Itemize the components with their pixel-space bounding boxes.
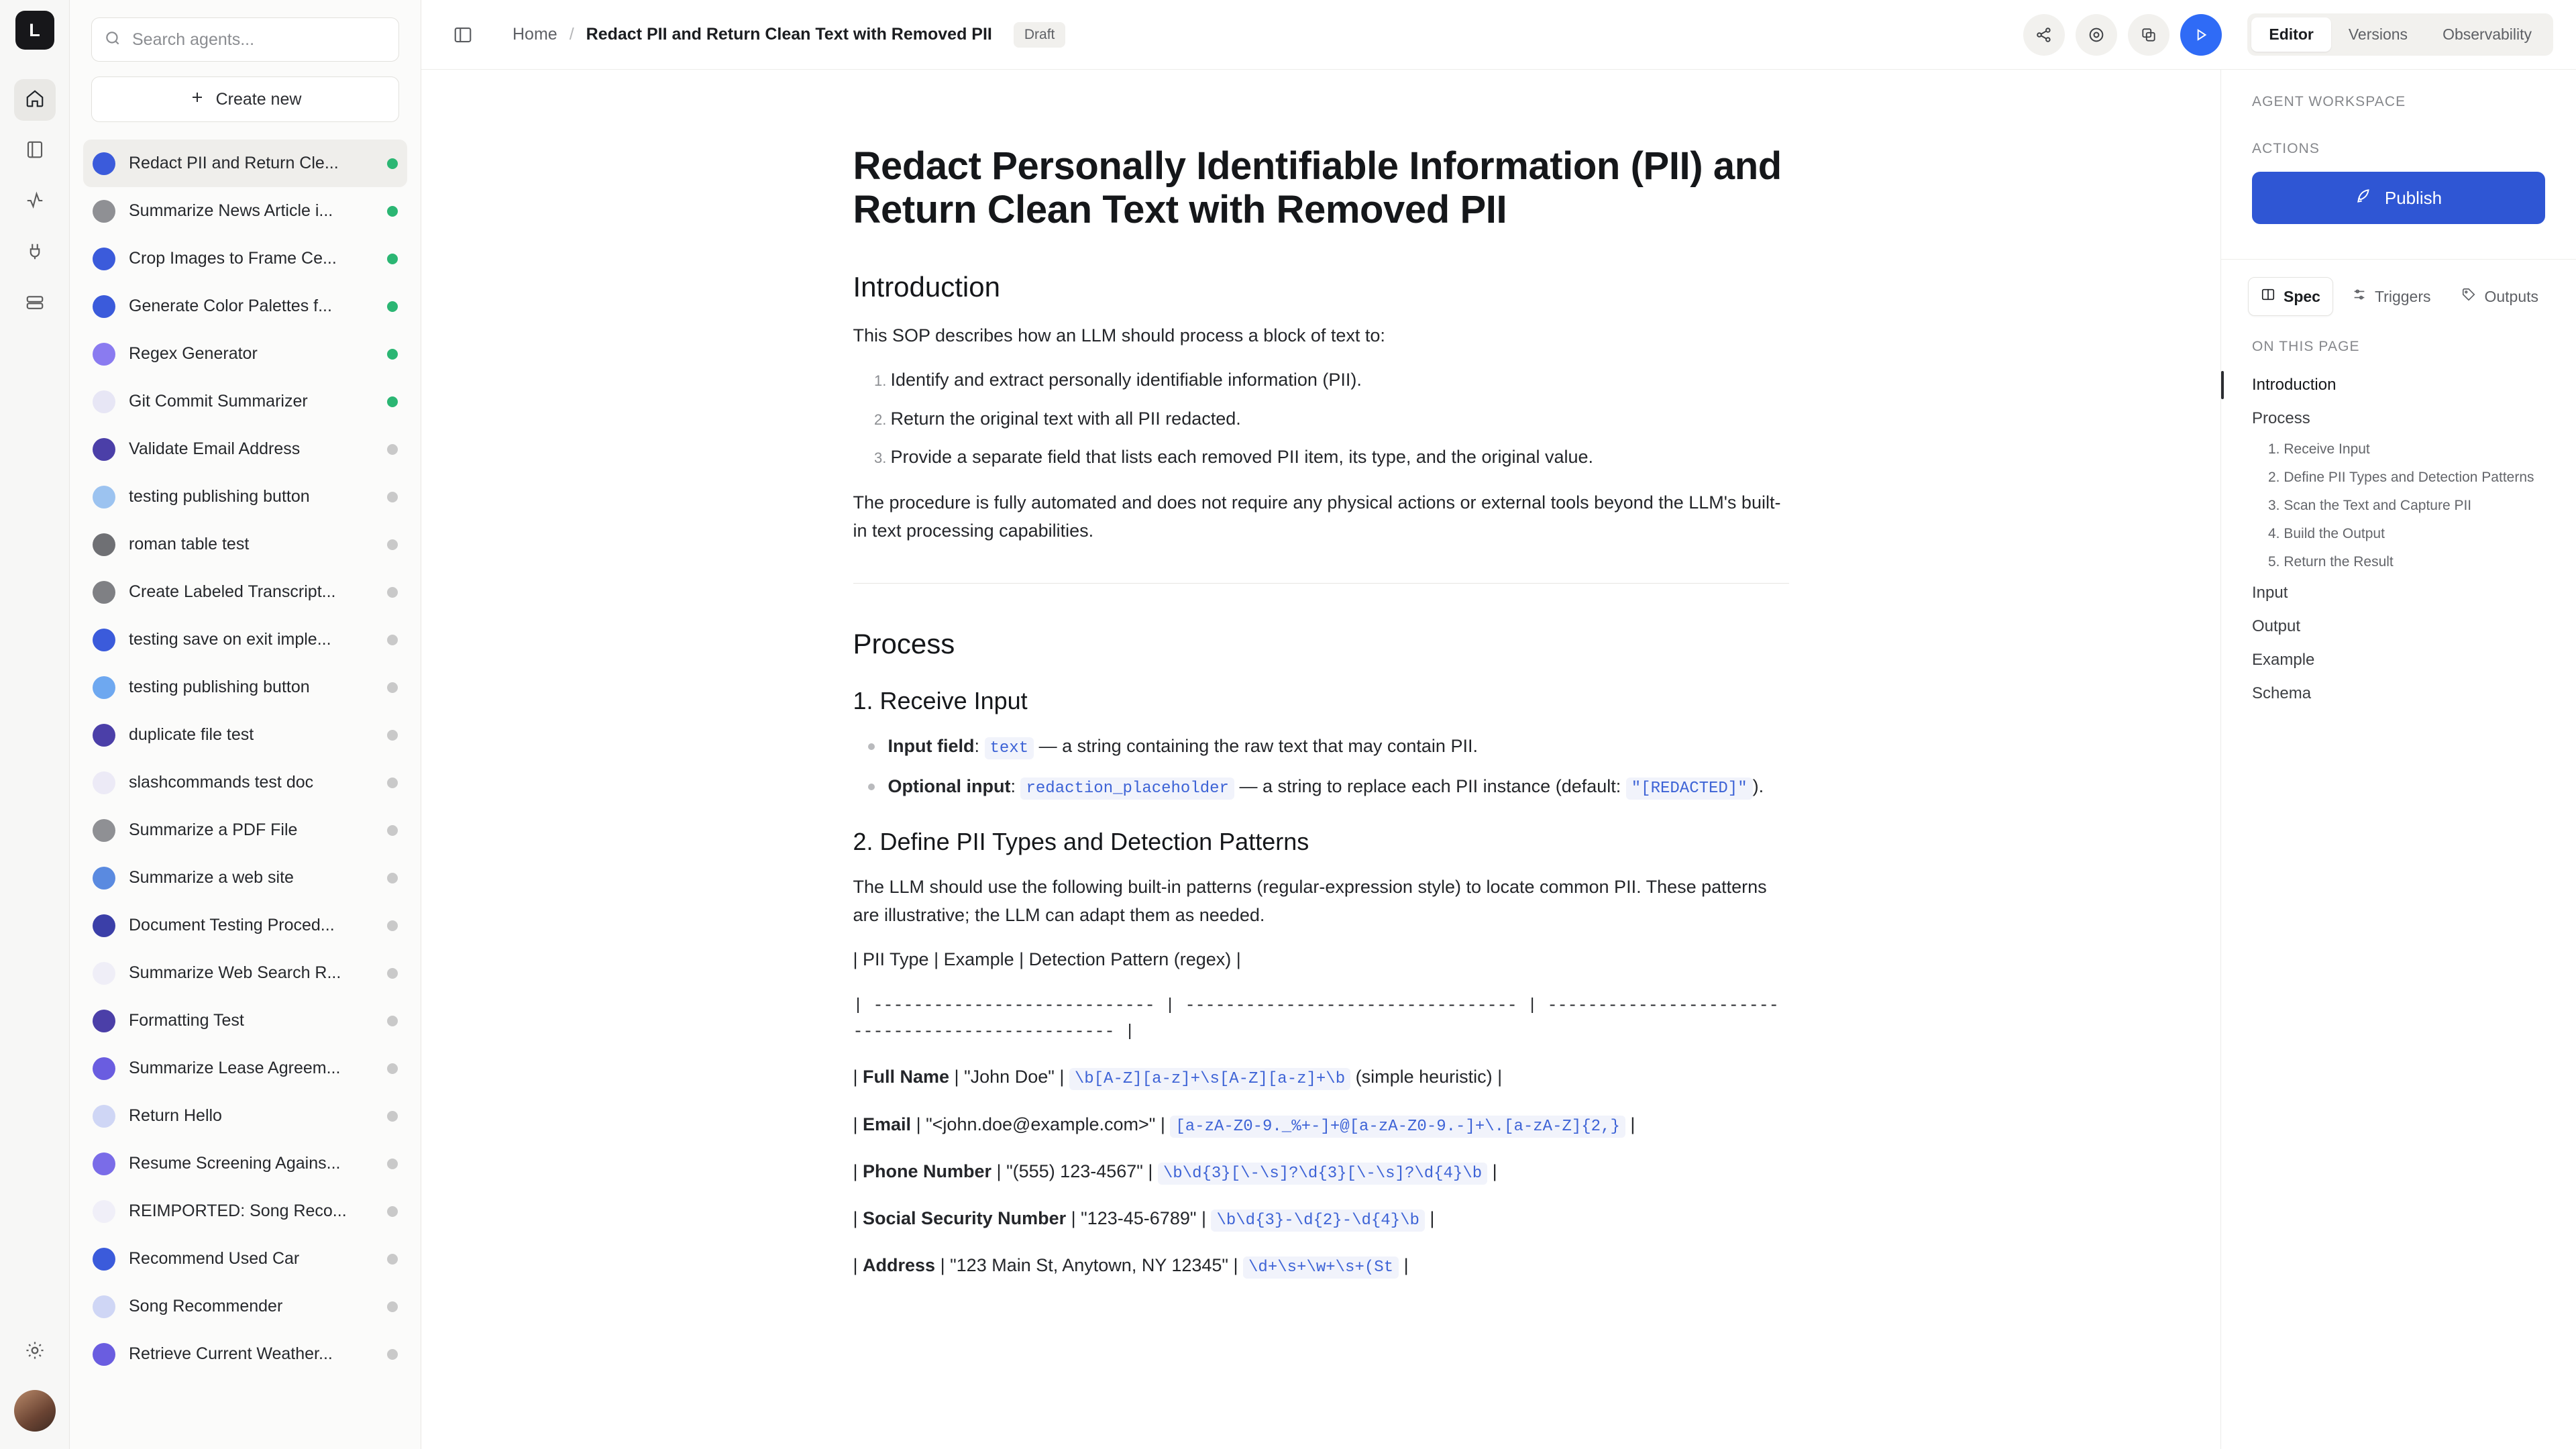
status-badge — [387, 158, 398, 169]
plus-icon — [189, 89, 205, 110]
list-item[interactable] — [83, 1187, 407, 1235]
agent-avatar-icon — [93, 1010, 115, 1032]
agents-sidebar — [70, 0, 421, 1449]
heading-process: Process — [853, 627, 955, 659]
table-cell-regex: [a-zA-Z0-9._%+-]+@[a-zA-Z0-9.-]+\.[a-zA-Z]{2,} — [1170, 1116, 1625, 1138]
content-wrap — [421, 70, 2576, 1449]
agent-avatar-icon — [93, 1248, 115, 1271]
intro-lead: This SOP describes how an LLM should process a block of text to: — [853, 325, 1385, 345]
table-cell-note: | — [1625, 1114, 1635, 1134]
intro-note: The procedure is fully automated and does not require any physical actions or external tools beyond the LLM's built-in text processing capabilities. — [853, 492, 1781, 541]
list-item[interactable] — [83, 473, 407, 521]
actions-label: ACTIONS — [2252, 141, 2320, 156]
create-new-label: Create new — [215, 89, 302, 109]
book-icon — [25, 140, 45, 163]
agent-avatar-icon — [93, 914, 115, 937]
rail-item-home[interactable] — [14, 79, 56, 121]
status-badge — [387, 1159, 398, 1169]
status-badge: Draft — [1014, 22, 1066, 48]
inline-code: text — [985, 737, 1034, 759]
avatar[interactable] — [14, 1390, 56, 1432]
status-badge — [387, 1016, 398, 1026]
toc-item[interactable]: Output — [2252, 617, 2301, 635]
heading-receive-input: 1. Receive Input — [853, 686, 1028, 714]
icon-rail — [0, 0, 70, 1449]
sidebar-top — [70, 0, 421, 122]
status-badge — [387, 1063, 398, 1074]
table-row: | Address | "123 Main St, Anytown, NY 12345" | \d+\s+\w+\s+(St | — [853, 1252, 1789, 1280]
list-item[interactable] — [83, 663, 407, 711]
table-header-line: | PII Type | Example | Detection Pattern (regex) | — [853, 949, 1241, 970]
tab-observability[interactable]: Observability — [2443, 25, 2532, 43]
agent-avatar-icon — [93, 533, 115, 556]
table-cell-type: Address — [863, 1255, 936, 1276]
table-cell-regex: \d+\s+\w+\s+(St — [1243, 1256, 1399, 1279]
agent-name: Summarize a web site — [129, 868, 294, 887]
rocket-icon — [2355, 187, 2373, 209]
agent-name: testing publishing button — [129, 487, 310, 506]
table-cell-example: | "123 Main St, Anytown, NY 12345" | — [935, 1255, 1244, 1276]
list-item[interactable] — [83, 378, 407, 425]
document-scroll[interactable] — [421, 70, 2220, 1449]
status-badge — [387, 349, 398, 360]
list-item[interactable] — [83, 140, 407, 187]
agent-name: duplicate file test — [129, 725, 254, 744]
agent-avatar-icon — [93, 152, 115, 175]
table-rule-line: | ---------------------------- | --------------------------------- | ------------------------------------------------- | — [853, 995, 1779, 1041]
item-label: Optional input — [888, 776, 1011, 797]
agent-name: Resume Screening Agains... — [129, 1154, 341, 1173]
list-item[interactable] — [83, 949, 407, 997]
tab-spec[interactable] — [2248, 277, 2333, 316]
list-item: Input field: text — a string containing the raw text that may contain PII. — [888, 733, 1789, 761]
breadcrumb-separator: / — [569, 25, 574, 44]
agent-name: Summarize Web Search R... — [129, 963, 341, 982]
inline-code-default: "[REDACTED]" — [1626, 777, 1753, 800]
item-text: — a string to replace each PII instance (default: — [1239, 776, 1621, 797]
list-item: 3. Provide a separate field that lists each removed PII item, its type, and the original value. — [891, 443, 1789, 472]
search-icon — [104, 30, 121, 50]
agent-name: roman table test — [129, 535, 250, 553]
agent-name: testing save on exit imple... — [129, 630, 331, 649]
rail-item-settings[interactable] — [14, 1331, 56, 1373]
agent-avatar-icon — [93, 1343, 115, 1366]
table-of-contents[interactable] — [2221, 368, 2576, 710]
right-panel — [2220, 70, 2576, 1449]
publish-button[interactable] — [2252, 172, 2545, 224]
receive-input-list — [853, 733, 1789, 801]
list-item[interactable] — [83, 854, 407, 902]
status-badge — [387, 587, 398, 598]
agent-avatar-icon — [93, 724, 115, 747]
rail-item-library[interactable] — [14, 130, 56, 172]
status-badge — [387, 444, 398, 455]
agent-avatar-icon — [93, 962, 115, 985]
breadcrumb-current: Redact PII and Return Clean Text with Removed PII — [586, 25, 992, 44]
status-badge — [387, 492, 398, 502]
table-cell-example: | "John Doe" | — [949, 1067, 1069, 1087]
agent-name: Summarize News Article i... — [129, 201, 333, 220]
toc-item[interactable]: 3. Scan the Text and Capture PII — [2268, 498, 2472, 513]
agent-avatar-icon — [93, 1200, 115, 1223]
item-text: — a string containing the raw text that may contain PII. — [1038, 735, 1478, 756]
breadcrumb — [513, 22, 1065, 48]
intro-steps-list — [853, 366, 1789, 472]
table-cell-example: | "(555) 123-4567" | — [991, 1161, 1158, 1181]
list-item[interactable] — [83, 330, 407, 378]
rail-item-data[interactable] — [14, 283, 56, 325]
list-item[interactable] — [83, 521, 407, 568]
list-item[interactable] — [83, 1140, 407, 1187]
table-cell-regex: \b\d{3}-\d{2}-\d{4}\b — [1211, 1210, 1424, 1232]
home-icon — [25, 89, 45, 112]
inline-code: redaction_placeholder — [1020, 777, 1234, 800]
toc-item[interactable]: Introduction — [2221, 368, 2576, 402]
tab-spec-label: Spec — [2284, 287, 2320, 305]
heading-introduction: Introduction — [853, 270, 1000, 303]
agent-avatar-icon — [93, 581, 115, 604]
tab-versions[interactable]: Versions — [2348, 25, 2408, 43]
table-cell-note: | — [1424, 1208, 1435, 1228]
table-row: | Full Name | "John Doe" | \b[A-Z][a-z]+\s[A-Z][a-z]+\b (simple heuristic) | — [853, 1063, 1789, 1091]
on-this-page-label: ON THIS PAGE — [2252, 339, 2360, 354]
view-tabs — [2247, 13, 2553, 56]
agent-avatar-icon — [93, 200, 115, 223]
agent-avatar-icon — [93, 438, 115, 461]
status-badge — [387, 1301, 398, 1312]
tab-outputs[interactable] — [2449, 277, 2551, 316]
divider — [853, 583, 1789, 584]
list-item[interactable] — [83, 282, 407, 330]
toc-item[interactable]: Input — [2252, 584, 2288, 602]
agent-name: Retrieve Current Weather... — [129, 1344, 333, 1363]
item-text-tail: ). — [1752, 776, 1764, 797]
toc-item[interactable]: 4. Build the Output — [2268, 526, 2385, 541]
agent-name: Regex Generator — [129, 344, 258, 363]
list-item[interactable] — [83, 187, 407, 235]
top-bar — [421, 0, 2576, 70]
spec-tabs — [2221, 260, 2576, 316]
create-new-button[interactable] — [91, 76, 399, 122]
page-title: Redact Personally Identifiable Information (PII) and Return Clean Text with Removed PII — [853, 144, 1782, 231]
table-cell-type: Social Security Number — [863, 1208, 1067, 1228]
table-row: | Social Security Number | "123-45-6789" | \b\d{3}-\d{2}-\d{4}\b | — [853, 1205, 1789, 1233]
top-bar-actions — [2023, 13, 2553, 56]
agent-avatar-icon — [93, 1105, 115, 1128]
agent-avatar-icon — [93, 486, 115, 508]
agent-avatar-icon — [93, 295, 115, 318]
list-item[interactable] — [83, 1044, 407, 1092]
agent-avatar-icon — [93, 676, 115, 699]
toc-item[interactable]: 1. Receive Input — [2268, 441, 2370, 457]
tag-icon — [2461, 287, 2476, 306]
agent-list[interactable] — [70, 140, 421, 1449]
agent-avatar-icon — [93, 1152, 115, 1175]
agent-name: Return Hello — [129, 1106, 222, 1125]
breadcrumb-home[interactable]: Home — [513, 25, 557, 44]
list-item[interactable] — [83, 806, 407, 854]
publish-label: Publish — [2384, 187, 2443, 208]
list-item[interactable] — [83, 997, 407, 1044]
list-item[interactable] — [83, 425, 407, 473]
agent-name: slashcommands test doc — [129, 773, 314, 792]
toc-item[interactable]: 5. Return the Result — [2268, 554, 2394, 570]
table-cell-type: Phone Number — [863, 1161, 992, 1181]
table-cell-type: Email — [863, 1114, 912, 1134]
status-badge — [387, 1349, 398, 1360]
toc-item[interactable]: Process — [2252, 409, 2310, 427]
tab-editor[interactable]: Editor — [2251, 17, 2330, 52]
list-item[interactable] — [83, 711, 407, 759]
status-badge — [387, 396, 398, 407]
list-item: 1. Identify and extract personally identifiable information (PII). — [891, 366, 1789, 394]
main-column — [421, 0, 2576, 1449]
list-item[interactable] — [83, 1330, 407, 1378]
status-badge — [387, 825, 398, 836]
search-agents-box[interactable] — [91, 17, 399, 62]
table-row: | Phone Number | "(555) 123-4567" | \b\d{3}[\-\s]?\d{3}[\-\s]?\d{4}\b | — [853, 1158, 1789, 1186]
book-icon — [2261, 287, 2275, 306]
agent-avatar-icon — [93, 771, 115, 794]
agent-name: Create Labeled Transcript... — [129, 582, 336, 601]
agent-avatar-icon — [93, 1057, 115, 1080]
status-badge — [387, 539, 398, 550]
agent-name: testing publishing button — [129, 678, 310, 696]
list-item[interactable] — [83, 568, 407, 616]
agent-avatar-icon — [93, 1295, 115, 1318]
list-item: Optional input: redaction_placeholder — a string to replace each PII instance (default: "[REDACTED]" ). — [888, 773, 1789, 801]
toc-item[interactable]: Example — [2252, 651, 2315, 669]
agent-name: Recommend Used Car — [129, 1249, 300, 1268]
search-input[interactable] — [131, 30, 386, 50]
list-item[interactable] — [83, 902, 407, 949]
list-item[interactable] — [83, 235, 407, 282]
table-cell-note: (simple heuristic) | — [1350, 1067, 1503, 1087]
toc-item[interactable]: 2. Define PII Types and Detection Patterns — [2268, 470, 2534, 485]
activity-icon — [25, 191, 45, 214]
list-item: 2. Return the original text with all PII redacted. — [891, 405, 1789, 433]
agent-name: Document Testing Proced... — [129, 916, 335, 934]
agent-workspace-label: AGENT WORKSPACE — [2252, 94, 2406, 109]
agent-name: Summarize a PDF File — [129, 820, 298, 839]
run-icon[interactable] — [2180, 14, 2222, 56]
agent-avatar-icon — [93, 343, 115, 366]
agent-avatar-icon — [93, 867, 115, 890]
toggle-sidebar-button[interactable] — [445, 17, 480, 52]
toc-item[interactable]: Schema — [2252, 684, 2312, 702]
status-badge — [387, 968, 398, 979]
agent-avatar-icon — [93, 248, 115, 270]
sliders-icon — [2352, 287, 2367, 306]
status-badge — [387, 206, 398, 217]
pii-table-rows — [853, 1063, 1789, 1280]
agent-avatar-icon — [93, 629, 115, 651]
agent-name: Validate Email Address — [129, 439, 301, 458]
agent-name: REIMPORTED: Song Reco... — [129, 1201, 347, 1220]
share-icon[interactable] — [2023, 14, 2065, 56]
list-item[interactable] — [83, 616, 407, 663]
status-badge — [387, 301, 398, 312]
item-label: Input field — [888, 735, 975, 756]
agent-name: Redact PII and Return Cle... — [129, 154, 339, 172]
tab-triggers-label: Triggers — [2374, 287, 2431, 305]
list-item[interactable] — [83, 1235, 407, 1283]
status-badge — [387, 254, 398, 264]
list-item[interactable] — [83, 759, 407, 806]
table-cell-note: | — [1487, 1161, 1497, 1181]
agent-name: Summarize Lease Agreem... — [129, 1059, 341, 1077]
database-icon — [25, 292, 45, 316]
define-pii-paragraph: The LLM should use the following built-in patterns (regular-expression style) to locate common PII. These patterns are illustrative; the LLM can adapt them as needed. — [853, 877, 1767, 926]
app-logo[interactable]: L — [15, 11, 54, 50]
status-badge — [387, 873, 398, 883]
agent-avatar-icon — [93, 819, 115, 842]
status-badge — [387, 1254, 398, 1265]
table-cell-type: Full Name — [863, 1067, 950, 1087]
status-badge — [387, 1206, 398, 1217]
status-badge — [387, 1111, 398, 1122]
list-item[interactable] — [83, 1092, 407, 1140]
table-cell-example: | "<john.doe@example.com>" | — [911, 1114, 1171, 1134]
agent-name: Crop Images to Frame Ce... — [129, 249, 337, 268]
tab-triggers[interactable] — [2340, 277, 2443, 316]
table-row: | Email | "<john.doe@example.com>" | [a-zA-Z0-9._%+-]+@[a-zA-Z0-9.-]+\.[a-zA-Z]{2,} | — [853, 1111, 1789, 1139]
agent-avatar-icon — [93, 390, 115, 413]
agent-name: Git Commit Summarizer — [129, 392, 308, 411]
status-badge — [387, 920, 398, 931]
gear-icon — [24, 1340, 46, 1364]
rail-item-integrations[interactable] — [14, 232, 56, 274]
right-panel-top — [2221, 94, 2576, 224]
status-badge — [387, 777, 398, 788]
table-cell-regex: \b\d{3}[\-\s]?\d{3}[\-\s]?\d{4}\b — [1158, 1163, 1487, 1185]
document — [853, 70, 1789, 1339]
table-cell-regex: \b[A-Z][a-z]+\s[A-Z][a-z]+\b — [1069, 1068, 1350, 1090]
target-icon[interactable] — [2076, 14, 2117, 56]
table-cell-note: | — [1399, 1255, 1409, 1276]
agent-name: Song Recommender — [129, 1297, 283, 1316]
agent-name: Formatting Test — [129, 1011, 244, 1030]
table-cell-example: | "123-45-6789" | — [1066, 1208, 1212, 1228]
copy-icon[interactable] — [2128, 14, 2169, 56]
plug-icon — [25, 241, 45, 265]
rail-item-activity[interactable] — [14, 181, 56, 223]
tab-outputs-label: Outputs — [2484, 287, 2539, 305]
heading-define-pii-types: 2. Define PII Types and Detection Patterns — [853, 828, 1309, 856]
status-badge — [387, 682, 398, 693]
status-badge — [387, 635, 398, 645]
list-item[interactable] — [83, 1283, 407, 1330]
agent-name: Generate Color Palettes f... — [129, 297, 332, 315]
status-badge — [387, 730, 398, 741]
